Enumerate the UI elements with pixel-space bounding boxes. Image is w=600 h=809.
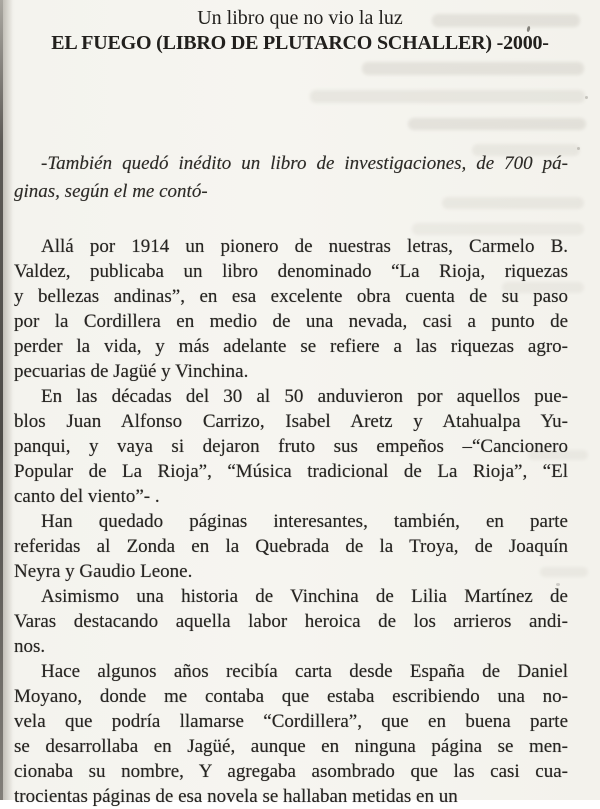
text-line: trocientas páginas de esa novela se hallaban metidas en un [14,786,458,807]
text-line: ginas, según el me contó- [14,181,208,202]
paragraph [14,584,568,659]
text-line: Hace algunos años recibía carta desde España de Daniel [41,661,568,682]
text-line: canto del viento”- . [14,486,160,507]
text-line: Popular de La Rioja”, “Música tradicional de La Rioja”, “El [14,461,568,482]
text-line: vela que podría llamarse “Cordillera”, que en buena parte [14,711,568,732]
paragraph [14,384,568,509]
text-line: -También quedó inédito un libro de investigaciones, de 700 pá- [41,153,568,174]
paragraph [14,509,568,584]
text-line: blos Juan Alfonso Carrizo, Isabel Aretz y Atahualpa Yu- [14,411,568,432]
epigraph [14,150,568,206]
text-line: nos. [14,636,46,657]
text-line: Valdez, publicaba un libro denominado “La Rioja, riquezas [14,261,568,282]
page-title: EL FUEGO (LIBRO DE PLUTARCO SCHALLER) -2000- [51,32,549,54]
text-line: pecuarias de Jagüé y Vinchina. [14,361,249,382]
bleed-through-mark [408,118,586,130]
text-line: Han quedado páginas interesantes, también, en parte [41,511,568,532]
page-left-edge-shadow [3,0,13,800]
text-line: cionaba su nombre, Y agregaba asombrado que las casi cua- [14,761,568,782]
bleed-through-mark [362,62,584,75]
paragraph [14,659,568,809]
paragraph [14,234,568,384]
text-line: por la Cordillera en medio de una nevada, casi a punto de [14,311,568,332]
body-text [14,234,568,809]
text-line: perder la vida, y más adelante se refiere a las riquezas agro- [14,336,568,357]
text-line: Allá por 1914 un pionero de nuestras letras, Carmelo B. [41,236,568,257]
text-line: referidas al Zonda en la Quebrada de la Troya, de Joaquín [14,536,568,557]
heading-block [0,7,600,56]
page-subtitle: Un libro que no vio la luz [197,7,403,29]
text-line: Neyra y Gaudio Leone. [14,561,193,582]
text-line: En las décadas del 30 al 50 anduvieron por aquellos pue- [41,386,568,407]
scan-speck [585,96,588,99]
text-line: se desarrollaba en Jagüé, aunque en ninguna página se men- [14,736,568,757]
text-line: Asimismo una historia de Vinchina de Lilia Martínez de [41,586,568,607]
scan-speck [577,147,580,150]
text-line: y bellezas andinas”, en esa excelente obra cuenta de su paso [14,286,568,307]
text-line: panqui, y vaya si dejaron fruto sus empeños –“Cancionero [14,436,568,457]
bleed-through-mark [310,90,585,103]
text-line: Varas destacando aquella labor heroica de los arrieros andi- [14,611,568,632]
text-line: Moyano, donde me contaba que estaba escribiendo una no- [14,686,568,707]
